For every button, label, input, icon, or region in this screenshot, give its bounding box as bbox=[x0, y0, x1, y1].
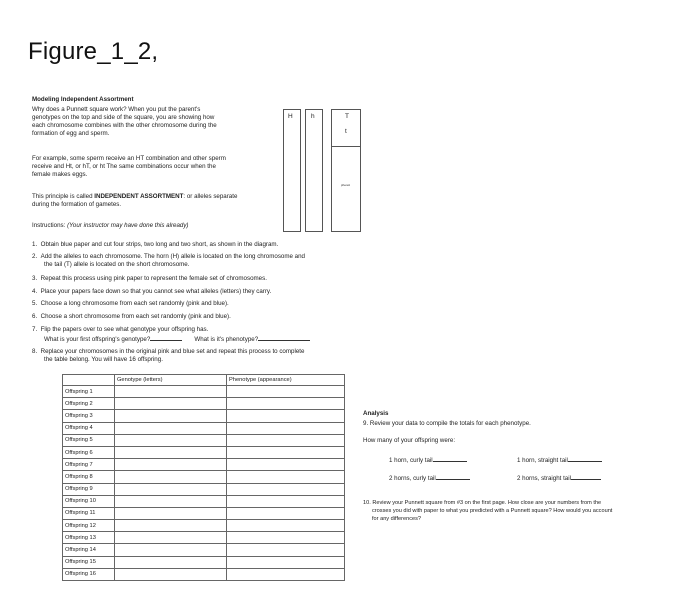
genotype-cell[interactable] bbox=[115, 434, 227, 446]
allele-label-H: H bbox=[288, 113, 293, 120]
offspring-label: Offspring 13 bbox=[63, 532, 115, 544]
phenotype-cell[interactable] bbox=[227, 446, 345, 458]
intro-line: formation of egg and sperm. bbox=[32, 130, 110, 137]
step-item: 7. Flip the papers over to see what genotype your offspring has. bbox=[32, 326, 209, 333]
phenotype-cell[interactable] bbox=[227, 434, 345, 446]
analysis-q10-line: crosses you did with paper to what you predicted with a Punnett square? How would you account bbox=[372, 508, 613, 514]
phenotype-cell[interactable] bbox=[227, 386, 345, 398]
step-item: 4. Place your papers face down so that you cannot see what alleles (letters) they carry. bbox=[32, 288, 272, 295]
count-blank[interactable] bbox=[433, 455, 467, 462]
figure-title: Figure_1_2, bbox=[28, 38, 159, 65]
principle-line2: during the formation of gametes. bbox=[32, 201, 122, 208]
table-row bbox=[63, 556, 345, 568]
step-item: 8. Replace your chromosomes in the original pink and blue set and repeat this process to complete bbox=[32, 348, 305, 355]
step-item-continued: the tail (T) allele is located on the short chromosome. bbox=[44, 261, 190, 268]
genotype-cell[interactable] bbox=[115, 495, 227, 507]
table-row bbox=[63, 507, 345, 519]
table-row bbox=[63, 544, 345, 556]
count-item: 1 horn, curly tail bbox=[389, 455, 467, 465]
long-chromosome-strip-2 bbox=[305, 109, 323, 232]
genotype-cell[interactable] bbox=[115, 422, 227, 434]
step-item: 5. Choose a long chromosome from each set randomly (pink and blue). bbox=[32, 300, 229, 307]
intro-line: genotypes on the top and side of the square, you are showing how bbox=[32, 114, 215, 121]
offspring-label: Offspring 15 bbox=[63, 556, 115, 568]
offspring-label: Offspring 10 bbox=[63, 495, 115, 507]
phenotype-cell[interactable] bbox=[227, 544, 345, 556]
offspring-label: Offspring 11 bbox=[63, 507, 115, 519]
phenotype-question: What is it's phenotype? bbox=[194, 336, 259, 343]
table-row bbox=[63, 471, 345, 483]
phenotype-cell[interactable] bbox=[227, 507, 345, 519]
table-row bbox=[63, 434, 345, 446]
instructions-line bbox=[32, 222, 188, 230]
intro-line: Why does a Punnett square work? When you put the parent's bbox=[32, 106, 201, 113]
genotype-cell[interactable] bbox=[115, 410, 227, 422]
offspring-label: Offspring 12 bbox=[63, 520, 115, 532]
step-item-continued: the table belong. You will have 16 offspring. bbox=[44, 356, 163, 363]
table-row bbox=[63, 459, 345, 471]
table-header-blank bbox=[63, 375, 115, 386]
table-row bbox=[63, 495, 345, 507]
table-row bbox=[63, 483, 345, 495]
table-row bbox=[63, 446, 345, 458]
genotype-cell[interactable] bbox=[115, 398, 227, 410]
long-chromosome-strip-1 bbox=[283, 109, 301, 232]
table-row bbox=[63, 410, 345, 422]
analysis-prompt: How many of your offspring were: bbox=[363, 437, 456, 444]
offspring-label: Offspring 6 bbox=[63, 446, 115, 458]
genotype-cell[interactable] bbox=[115, 386, 227, 398]
count-item: 2 horns, curly tail bbox=[389, 473, 470, 483]
worksheet-heading: Modeling Independent Assortment bbox=[32, 96, 134, 103]
genotype-cell[interactable] bbox=[115, 556, 227, 568]
analysis-title: Analysis bbox=[363, 410, 389, 417]
phenotype-cell[interactable] bbox=[227, 398, 345, 410]
offspring-label: Offspring 3 bbox=[63, 410, 115, 422]
allele-label-h: h bbox=[311, 113, 315, 120]
offspring-label: Offspring 14 bbox=[63, 544, 115, 556]
analysis-q9: 9. Review your data to compile the totals for each phenotype. bbox=[363, 420, 531, 427]
offspring-label: Offspring 5 bbox=[63, 434, 115, 446]
count-blank[interactable] bbox=[436, 473, 470, 480]
offspring-label: Offspring 2 bbox=[63, 398, 115, 410]
genotype-answer-blank[interactable] bbox=[150, 334, 182, 341]
step-item: 2. Add the alleles to each chromosome. The horn (H) allele is located on the long chromosome and bbox=[32, 253, 306, 260]
example-line: For example, some sperm receive an HT combination and other sperm bbox=[32, 155, 226, 162]
offspring-label: Offspring 9 bbox=[63, 483, 115, 495]
table-header-row bbox=[63, 375, 345, 386]
count-blank[interactable] bbox=[568, 455, 602, 462]
offspring-label: Offspring 7 bbox=[63, 459, 115, 471]
table-header-genotype: Genotype (letters) bbox=[115, 375, 227, 386]
phenotype-cell[interactable] bbox=[227, 483, 345, 495]
count-blank[interactable] bbox=[571, 473, 601, 480]
phenotype-cell[interactable] bbox=[227, 495, 345, 507]
table-row bbox=[63, 568, 345, 580]
example-line: female makes eggs. bbox=[32, 171, 88, 178]
analysis-q10-line: for any differences? bbox=[372, 516, 422, 522]
genotype-cell[interactable] bbox=[115, 459, 227, 471]
offspring-label: Offspring 16 bbox=[63, 568, 115, 580]
phenotype-cell[interactable] bbox=[227, 410, 345, 422]
phenotype-cell[interactable] bbox=[227, 422, 345, 434]
genotype-cell[interactable] bbox=[115, 483, 227, 495]
genotype-question: What is your first offspring's genotype? bbox=[44, 336, 151, 343]
genotype-cell[interactable] bbox=[115, 471, 227, 483]
offspring-label: Offspring 8 bbox=[63, 471, 115, 483]
genotype-cell[interactable] bbox=[115, 568, 227, 580]
offspring-table bbox=[62, 374, 345, 581]
principle-term: INDEPENDENT ASSORTMENT bbox=[94, 193, 184, 200]
genotype-cell[interactable] bbox=[115, 532, 227, 544]
example-line: receive and Ht, or hT, or ht The same combinations occur when the bbox=[32, 163, 216, 170]
phenotype-cell[interactable] bbox=[227, 459, 345, 471]
offspring-label: Offspring 1 bbox=[63, 386, 115, 398]
genotype-cell[interactable] bbox=[115, 520, 227, 532]
table-row bbox=[63, 422, 345, 434]
principle-line bbox=[32, 193, 237, 201]
phenotype-cell[interactable] bbox=[227, 568, 345, 580]
step-item: 6. Choose a short chromosome from each set randomly (pink and blue). bbox=[32, 313, 231, 320]
allele-label-T: T bbox=[345, 113, 349, 120]
phenotype-cell[interactable] bbox=[227, 532, 345, 544]
genotype-cell[interactable] bbox=[115, 507, 227, 519]
analysis-q10-line: 10. Review your Punnett square from #3 on the first page. How close are your numbers from the bbox=[363, 500, 602, 506]
count-item: 2 horns, straight tail bbox=[517, 473, 601, 483]
table-row bbox=[63, 386, 345, 398]
table-row bbox=[63, 520, 345, 532]
principle-prefix: This principle is called bbox=[32, 193, 95, 200]
allele-label-t: t bbox=[345, 128, 347, 135]
table-row bbox=[63, 398, 345, 410]
genotype-cell[interactable] bbox=[115, 544, 227, 556]
phenotype-cell[interactable] bbox=[227, 471, 345, 483]
count-item: 1 horn, straight tail bbox=[517, 455, 602, 465]
instructions-label: Instructions: bbox=[32, 222, 68, 229]
intro-line: each chromosome combines with the other chromosome during the bbox=[32, 122, 217, 129]
phenotype-cell[interactable] bbox=[227, 556, 345, 568]
phenotype-answer-blank[interactable] bbox=[258, 334, 310, 341]
genotype-cell[interactable] bbox=[115, 446, 227, 458]
table-header-phenotype: Phenotype (appearance) bbox=[227, 375, 345, 386]
step-item: 1. Obtain blue paper and cut four strips, two long and two short, as shown in the diagram. bbox=[32, 241, 279, 248]
diagram-tiny-label: phenol bbox=[341, 183, 351, 187]
table-row bbox=[63, 532, 345, 544]
principle-suffix: : or alleles separate bbox=[183, 193, 238, 200]
step7-questions bbox=[44, 334, 310, 344]
phenotype-cell[interactable] bbox=[227, 520, 345, 532]
offspring-label: Offspring 4 bbox=[63, 422, 115, 434]
instructions-note: (Your instructor may have done this already) bbox=[67, 222, 189, 229]
short-chromosome-divider bbox=[331, 146, 361, 147]
step-item: 3. Repeat this process using pink paper to represent the female set of chromosomes. bbox=[32, 275, 267, 282]
